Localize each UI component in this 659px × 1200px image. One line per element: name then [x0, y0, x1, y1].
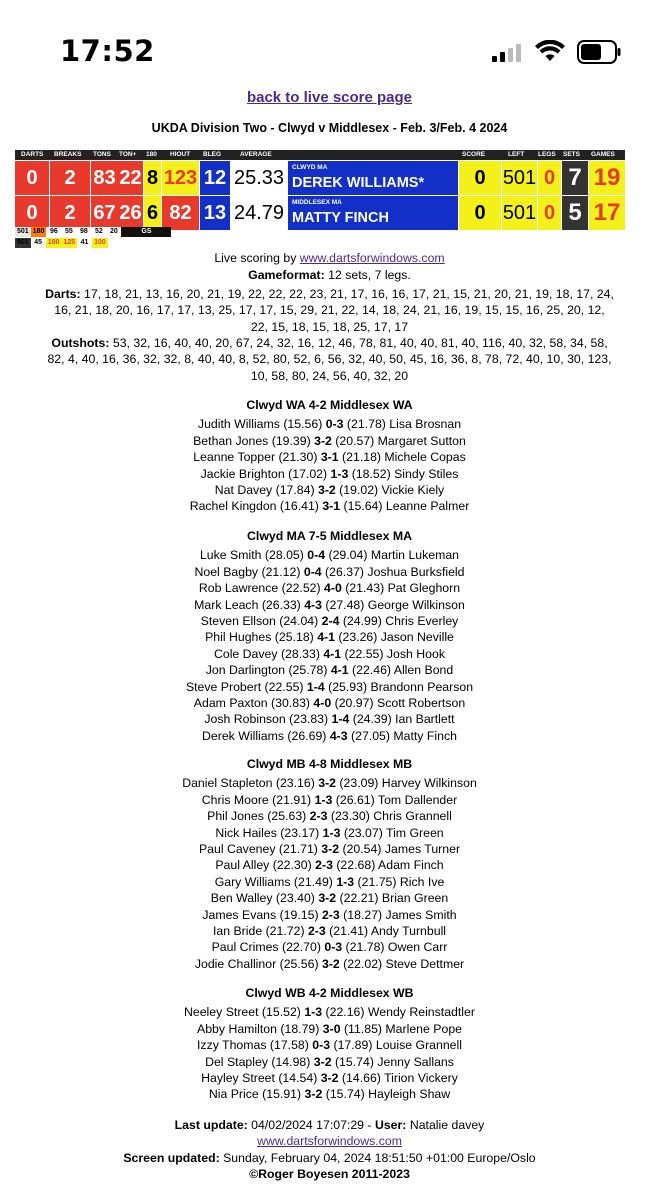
section-title: Clwyd WA 4-2 Middlesex WA [246, 398, 413, 412]
section-title: Clwyd MB 4-8 Middlesex MB [246, 757, 413, 771]
darts-label: Darts: [45, 287, 81, 301]
match-line: Gary Williams (21.49) 1-3 (21.75) Rich Ive [214, 874, 445, 889]
average-value: 24.79 [231, 196, 287, 230]
header-left: LEFT [508, 151, 525, 158]
visit-cell: 41 [77, 238, 92, 248]
bleg-value: 12 [200, 161, 230, 195]
team-label: MIDDLESEX MA [292, 199, 342, 206]
visit-cell: 501 [17, 228, 29, 235]
header-180: 180 [146, 151, 157, 158]
match-line: Rob Lawrence (22.52) 4-0 (21.43) Pat Gleghorn [198, 581, 461, 596]
match-line: Nia Price (15.91) 3-2 (15.74) Hayleigh Shaw [208, 1087, 451, 1102]
visit-history-row-2 [15, 238, 108, 248]
battery-icon [577, 40, 621, 64]
visit-cell: 501 [17, 239, 29, 246]
player-name-box [288, 161, 458, 195]
match-line: Jackie Brighton (17.02) 1-3 (18.52) Sindy Stiles [200, 466, 459, 481]
back-to-live-score-link[interactable]: back to live score page [246, 89, 413, 106]
match-line: Steve Probert (22.55) 1-4 (25.93) Brandonn Pearson [185, 679, 474, 694]
section-clwyd-wa [0, 397, 659, 515]
games-value: 17 [589, 196, 625, 230]
header-tonplus: TON+ [119, 151, 137, 158]
user-value: Natalie davey [406, 1118, 485, 1132]
live-scoring-line [0, 250, 659, 266]
visit-cell: 98 [76, 227, 91, 237]
scoreboard [15, 150, 625, 230]
header-darts: DARTS [21, 151, 44, 158]
darts-value: 0 [15, 196, 49, 230]
breaks-value: 2 [50, 161, 90, 195]
gameformat-value: 12 sets, 7 legs. [324, 268, 411, 282]
player-name: DEREK WILLIAMS* [292, 175, 425, 191]
outshots-label: Outshots: [51, 336, 110, 350]
header-score: SCORE [462, 151, 486, 158]
match-line: Cole Davey (28.33) 4-1 (22.55) Josh Hook [213, 646, 446, 661]
match-line: Izzy Thomas (17.58) 0-3 (17.89) Louise Grannell [197, 1038, 462, 1053]
match-line: Jodie Challinor (25.56) 3-2 (22.02) Steve Dettmer [194, 956, 465, 971]
darts-list [0, 286, 659, 335]
copyright: ©Roger Boyesen 2011-2023 [249, 1167, 410, 1182]
screen-updated-label: Screen updated: [123, 1150, 220, 1165]
match-line: Bethan Jones (19.39) 3-2 (20.57) Margaret Sutton [193, 433, 466, 448]
player-row-1 [15, 161, 625, 195]
visit-cell: 180 [32, 228, 45, 235]
match-line: Chris Moore (21.91) 1-3 (26.61) Tom Dallender [201, 792, 458, 807]
left-value: 501 [502, 161, 537, 195]
breaks-value: 2 [50, 196, 90, 230]
match-line: Paul Caveney (21.71) 3-2 (20.54) James Turner [198, 842, 461, 857]
hiout-value: 123 [162, 161, 199, 195]
match-line: Adam Paxton (30.83) 4-0 (20.97) Scott Robertson [193, 696, 466, 711]
header-average: AVERAGE [240, 151, 272, 158]
score-value: 0 [459, 161, 501, 195]
sets-value: 7 [562, 161, 588, 195]
cellular-signal-icon [492, 42, 524, 62]
average-value: 25.33 [231, 161, 287, 195]
status-bar [0, 0, 659, 95]
outshots-list [0, 335, 659, 384]
visit-cell: 52 [91, 227, 106, 237]
outshots-line: 82, 4, 40, 16, 36, 32, 32, 8, 40, 40, 8, 52, 80, 52, 6, 56, 32, 40, 50, 45, 16, 36, 8, 78, 72, 40, 10, 30, 123, [47, 352, 612, 367]
match-line: James Evans (19.15) 2-3 (18.27) James Smith [202, 907, 457, 922]
section-clwyd-wb [0, 985, 659, 1103]
team-label: CLWYD MA [292, 164, 328, 171]
match-line: Nat Davey (17.84) 3-2 (19.02) Vickie Kiely [214, 483, 445, 498]
dartsforwindows-link[interactable]: www.dartsforwindows.com [299, 251, 445, 265]
match-line: Daniel Stapleton (23.16) 3-2 (23.09) Harvey Wilkinson [182, 776, 477, 791]
visit-cell: 20 [106, 227, 121, 237]
score-value: 0 [459, 196, 501, 230]
last-update-label: Last update: [174, 1118, 248, 1132]
tonplus-value: 22 [118, 161, 143, 195]
match-line: Steven Ellson (24.04) 2-4 (24.99) Chris Everley [200, 614, 459, 629]
darts-line: 22, 15, 18, 15, 18, 25, 17, 17 [250, 319, 409, 334]
sets-value: 5 [562, 196, 588, 230]
match-line: Ian Bride (21.72) 2-3 (21.41) Andy Turnbull [212, 924, 447, 939]
tons-value: 67 [91, 196, 118, 230]
outshots-line: 10, 58, 80, 24, 56, 40, 32, 20 [250, 368, 409, 383]
gameformat-label: Gameformat: [248, 268, 325, 282]
visit-cell: 100 [47, 239, 60, 246]
outshots-line: 53, 32, 16, 40, 40, 20, 67, 24, 32, 16, 12, 46, 78, 81, 40, 40, 81, 40, 116, 40, 32, 58, 34, 58, [109, 336, 608, 350]
player-row-2 [15, 196, 625, 230]
match-line: Paul Alley (22.30) 2-3 (22.68) Adam Finch [215, 858, 444, 873]
user-label: User: [374, 1118, 407, 1132]
player-name-box [288, 196, 458, 230]
match-line: Hayley Street (14.54) 3-2 (14.66) Tirion Vickery [201, 1071, 458, 1086]
tons-value: 83 [91, 161, 118, 195]
visit-cell: 55 [61, 227, 76, 237]
header-bleg: BLEG [203, 151, 222, 158]
visit-gs-cell: GS [121, 227, 171, 237]
match-line: Leanne Topper (21.30) 3-1 (21.18) Michele Copas [193, 450, 466, 465]
visit-cell: 96 [46, 227, 61, 237]
legs-value: 0 [538, 196, 561, 230]
match-line: Judith Williams (15.56) 0-3 (21.78) Lisa Brosnan [197, 417, 462, 432]
screen-updated-value: Sunday, February 04, 2024 18:51:50 +01:00 Europe/Oslo [219, 1150, 536, 1165]
match-line: Del Stapley (14.98) 3-2 (15.74) Jenny Sallans [205, 1054, 454, 1069]
last-update-value: 04/02/2024 17:07:29 - [247, 1118, 375, 1132]
visit-cell: 100 [94, 239, 106, 246]
footer [0, 1117, 659, 1183]
games-value: 19 [589, 161, 625, 195]
match-line: Abby Hamilton (18.79) 3-0 (11.85) Marlene Pope [197, 1021, 462, 1036]
match-line: Luke Smith (28.05) 0-4 (29.04) Martin Lukeman [199, 548, 460, 563]
hiout-value: 82 [162, 196, 199, 230]
header-tons: TONS [93, 151, 111, 158]
darts-line: 17, 18, 21, 13, 16, 20, 21, 19, 22, 22, 22, 23, 21, 17, 16, 16, 17, 21, 15, 21, 20, 21, 19, 18, 17, 24, [80, 287, 614, 301]
live-scoring-prefix: Live scoring by [214, 251, 300, 265]
match-line: Paul Crimes (22.70) 0-3 (21.78) Owen Carr [211, 940, 448, 955]
legs-value: 0 [538, 161, 561, 195]
visit-history-row-1 [15, 227, 171, 237]
match-line: Jon Darlington (25.78) 4-1 (22.46) Allen Bond [205, 663, 454, 678]
header-legs: LEGS [538, 151, 556, 158]
match-line: Mark Leach (26.33) 4-3 (27.48) George Wilkinson [194, 597, 465, 612]
darts-value: 0 [15, 161, 49, 195]
bleg-value: 13 [200, 196, 230, 230]
match-line: Phil Hughes (25.18) 4-1 (23.26) Jason Neville [205, 630, 454, 645]
match-line: Josh Robinson (23.83) 1-4 (24.39) Ian Bartlett [204, 712, 455, 727]
match-line: Phil Jones (25.63) 2-3 (23.30) Chris Grannell [207, 809, 452, 824]
match-line: Neeley Street (15.52) 1-3 (22.16) Wendy Reinstadtler [184, 1005, 475, 1020]
match-line: Rachel Kingdon (16.41) 3-1 (15.64) Leanne Palmer [189, 499, 470, 514]
header-breaks: BREAKS [54, 151, 82, 158]
visit-cell: 45 [31, 238, 46, 248]
footer-dartsforwindows-link[interactable]: www.dartsforwindows.com [257, 1134, 402, 1149]
section-clwyd-mb [0, 756, 659, 972]
180-value: 6 [144, 196, 161, 230]
match-line: Noel Bagby (21.12) 0-4 (26.37) Joshua Burksfield [194, 564, 465, 579]
match-line: Derek Williams (26.69) 4-3 (27.05) Matty Finch [202, 728, 457, 743]
scoreboard-header [15, 150, 625, 160]
clock: 17:52 [60, 34, 155, 68]
left-value: 501 [502, 196, 537, 230]
darts-line: 16, 21, 18, 20, 16, 17, 17, 13, 25, 17, 17, 15, 29, 21, 22, 14, 18, 24, 21, 16, 19, 15, 15, 16, 25, 20, 12, [54, 303, 605, 318]
match-title: UKDA Division Two - Clwyd v Middlesex - Feb. 3/Feb. 4 2024 [151, 121, 508, 135]
header-sets: SETS [563, 151, 580, 158]
player-name: MATTY FINCH [292, 210, 389, 226]
section-clwyd-ma [0, 528, 659, 744]
tonplus-value: 26 [118, 196, 143, 230]
match-line: Ben Walley (23.40) 3-2 (22.21) Brian Green [210, 891, 449, 906]
visit-cell: 125 [63, 239, 76, 246]
wifi-icon [535, 40, 565, 62]
section-title: Clwyd MA 7-5 Middlesex MA [247, 529, 412, 543]
header-hiout: HIOUT [170, 151, 191, 158]
section-title: Clwyd WB 4-2 Middlesex WB [245, 986, 414, 1000]
180-value: 8 [144, 161, 161, 195]
match-line: Nick Hailes (23.17) 1-3 (23.07) Tim Green [215, 825, 444, 840]
gameformat-line [0, 267, 659, 283]
header-games: GAMES [591, 151, 615, 158]
